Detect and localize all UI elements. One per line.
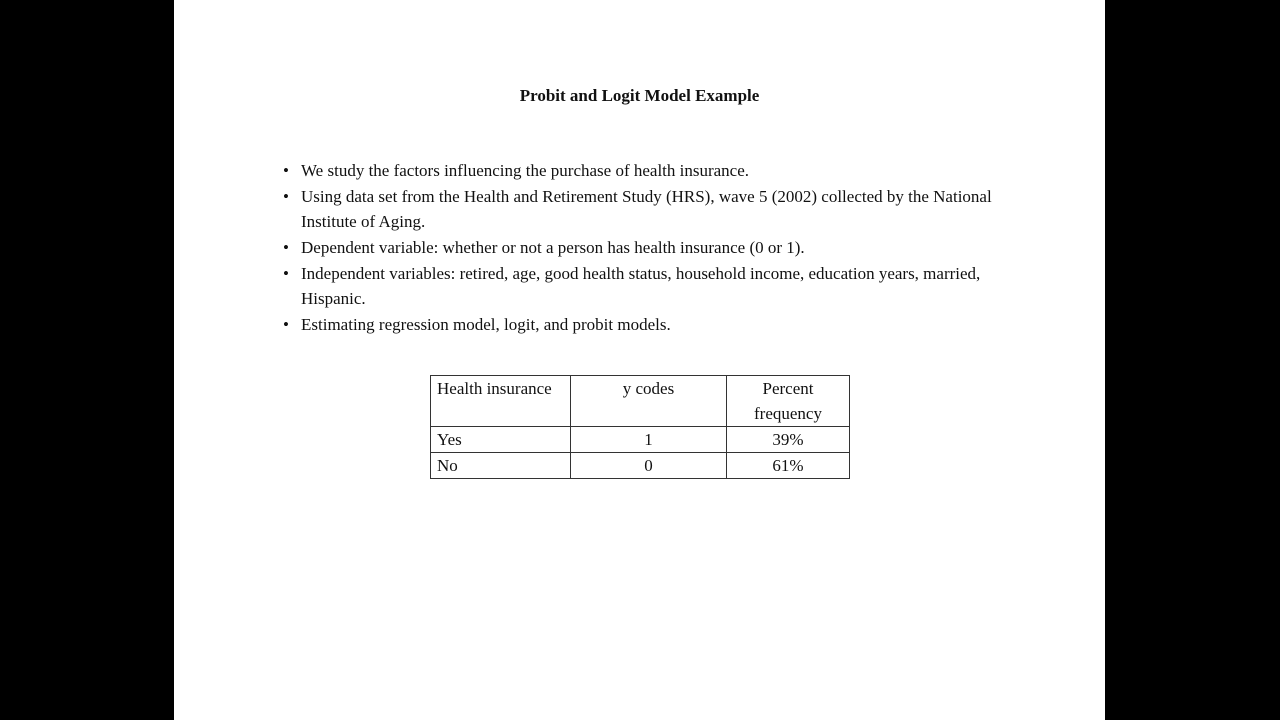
bullet-text: Using data set from the Health and Retirement Study (HRS), wave 5 (2002) collected by the National Institute of Aging. [301,187,992,231]
table-cell: 39% [727,427,850,453]
table-cell: 0 [571,453,727,479]
table-row [431,453,850,479]
bullet-icon: • [283,161,289,180]
table-row [431,427,850,453]
bullet-icon: • [283,315,289,334]
table-cell: 1 [571,427,727,453]
frequency-table [430,375,850,479]
header-percent-frequency: Percent frequency [727,376,850,427]
list-item [283,235,1011,260]
list-item [283,261,1011,311]
bullet-text: Dependent variable: whether or not a person has health insurance (0 or 1). [301,238,805,257]
header-health-insurance: Health insurance [431,376,571,427]
table-cell: Yes [431,427,571,453]
list-item [283,158,1011,183]
list-item [283,312,1011,337]
bullet-text: Estimating regression model, logit, and probit models. [301,315,671,334]
bullet-icon: • [283,238,289,257]
page-title: Probit and Logit Model Example [519,86,760,105]
bullet-text: Independent variables: retired, age, good health status, household income, education years, married, Hispanic. [301,264,981,308]
bullet-list [283,158,1011,338]
bullet-icon: • [283,264,289,283]
header-y-codes: y codes [571,376,727,427]
bullet-text: We study the factors influencing the purchase of health insurance. [301,161,750,180]
table-cell: 61% [727,453,850,479]
table-cell: No [431,453,571,479]
table-header-row [431,376,850,427]
document-page [174,0,1105,720]
list-item [283,184,1011,234]
bullet-icon: • [283,187,289,206]
